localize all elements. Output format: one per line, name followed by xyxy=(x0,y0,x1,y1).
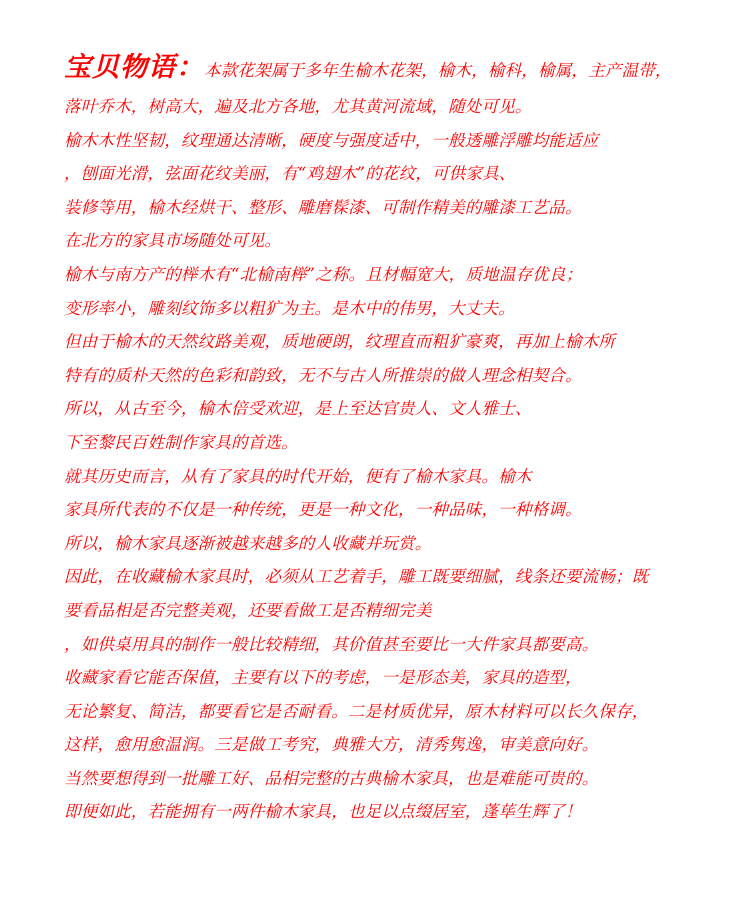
article-line xyxy=(64,46,734,90)
article-line: 但由于榆木的天然纹路美观，质地硬朗，纹理直而粗犷豪爽，再加上榆木所 xyxy=(64,332,616,352)
article-text xyxy=(64,46,734,829)
article-line: 收藏家看它能否保值，主要有以下的考虑，一是形态美，家具的造型， xyxy=(64,668,582,688)
article-line: 在北方的家具市场随处可见。 xyxy=(64,231,282,251)
article-line: 家具所代表的不仅是一种传统，更是一种文化，一种品味，一种格调。 xyxy=(64,500,582,520)
article-line: ，刨面光滑，弦面花纹美丽，有“鸡翅木”的花纹，可供家具、 xyxy=(64,164,516,184)
article-line: 下至黎民百姓制作家具的首选。 xyxy=(64,432,298,452)
article-line: 无论繁复、简洁，都要看它是否耐看。二是材质优异，原木材料可以长久保存， xyxy=(64,701,649,721)
article-line: 因此，在收藏榆木家具时，必须从工艺着手，雕工既要细腻，线条还要流畅；既 xyxy=(64,567,649,587)
article-line: 要看品相是否完整美观，还要看做工是否精细完美 xyxy=(64,600,432,620)
article-line: 即便如此，若能拥有一两件榆木家具，也足以点缀居室，蓬荜生辉了！ xyxy=(64,802,582,822)
article-title: 宝贝物语： xyxy=(64,52,204,83)
article-line: 就其历史而言，从有了家具的时代开始，便有了榆木家具。榆木 xyxy=(64,466,532,486)
article-line: ，如供桌用具的制作一般比较精细，其价值甚至要比一大件家具都要高。 xyxy=(64,634,599,654)
article-line: 落叶乔木，树高大，遍及北方各地，尤其黄河流域，随处可见。 xyxy=(64,97,532,116)
article-line: 特有的质朴天然的色彩和韵致，无不与古人所推崇的做人理念相契合。 xyxy=(64,365,582,385)
article-line: 榆木与南方产的榉木有“北榆南榉”之称。且材幅宽大，质地温存优良； xyxy=(64,264,583,284)
article-line: 变形率小，雕刻纹饰多以粗犷为主。是木中的伟男，大丈夫。 xyxy=(64,298,515,318)
article-line-text: 本款花架属于多年生榆木花架，榆木，榆科，榆属，主产温带， xyxy=(204,61,672,80)
article-line: 装修等用，榆木经烘干、整形、雕磨髹漆、可制作精美的雕漆工艺品。 xyxy=(64,197,582,217)
article-line: 当然要想得到一批雕工好、品相完整的古典榆木家具，也是难能可贵的。 xyxy=(64,768,599,788)
article-line: 这样，愈用愈温润。三是做工考究，典雅大方，清秀隽逸，审美意向好。 xyxy=(64,735,599,755)
article-line: 所以，从古至今，榆木倍受欢迎，是上至达官贵人、文人雅士、 xyxy=(64,399,532,419)
article-line: 所以，榆木家具逐渐被越来越多的人收藏并玩赏。 xyxy=(64,533,432,553)
article-line: 榆木木性坚韧，纹理通达清晰，硬度与强度适中，一般透雕浮雕均能适应 xyxy=(64,130,599,150)
